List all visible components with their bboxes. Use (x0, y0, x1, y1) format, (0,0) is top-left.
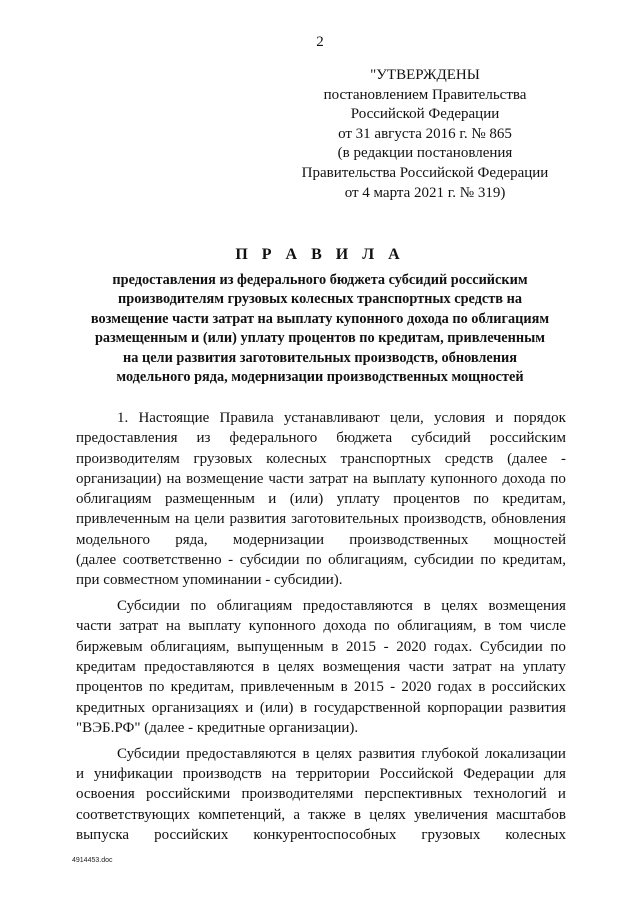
paragraph-line (76, 449, 566, 469)
word: российских (154, 826, 229, 843)
word: размещенным (164, 491, 255, 508)
paragraph-line: при совместном упоминании - субсидии). (76, 572, 343, 589)
paragraph-line (76, 408, 566, 428)
word: грузовых (421, 826, 481, 843)
word: годах. (433, 638, 473, 655)
word: освоения (76, 786, 135, 803)
word: затрат (452, 659, 492, 676)
word: колесных (266, 450, 327, 467)
word: масштабов (496, 806, 566, 823)
subtitle-line: модельного ряда, модернизации производственных мощностей (116, 369, 524, 386)
word: по (190, 598, 207, 615)
word: - (390, 679, 396, 696)
word: - (228, 552, 234, 569)
word: организации) (76, 470, 162, 487)
word: увеличения (414, 806, 488, 823)
word: обновления (491, 511, 566, 528)
word: (или) (259, 699, 294, 716)
word: федерального (229, 430, 318, 447)
word: целях (315, 745, 353, 762)
paragraph-line (76, 784, 566, 804)
word: по (550, 638, 566, 655)
word: по (550, 470, 566, 487)
word: российских (491, 679, 566, 696)
word: части (268, 470, 304, 487)
word: и (557, 786, 566, 803)
paragraph-line (76, 428, 566, 448)
word: колесных (505, 826, 566, 843)
word: кредитам, (170, 679, 235, 696)
word: целях (277, 659, 315, 676)
word: субсидии (414, 552, 474, 569)
paragraph-line (76, 616, 566, 636)
word: 2020 (401, 679, 432, 696)
word: предоставляются (302, 598, 413, 615)
word: по (306, 552, 322, 569)
word: производственных (349, 531, 469, 548)
word: Субсидии (117, 598, 180, 615)
word: затрат (119, 618, 159, 635)
word: на (174, 511, 190, 528)
word: цели, (389, 410, 424, 426)
word: мощностей (493, 531, 566, 548)
word: глубокой (421, 745, 479, 762)
word: в (423, 598, 431, 615)
word: перспективных (364, 786, 463, 803)
word: 2020 (396, 638, 427, 655)
word: 1. (117, 410, 129, 426)
word: субсидии (239, 552, 300, 569)
subtitle-line: размещенным и (или) уплату процентов по кредитам, привлеченным (94, 330, 546, 347)
word: уплату (522, 659, 566, 676)
word: возмещения (488, 598, 566, 615)
word: на (353, 470, 368, 487)
word: возмещение (186, 470, 264, 487)
subtitle-line: на цели развития заготовительных производств, обновления (123, 349, 517, 366)
word: из (196, 430, 211, 447)
word: производств, (403, 511, 487, 528)
word: заготовительных (291, 511, 399, 528)
word: на (166, 470, 182, 487)
word: на (271, 766, 287, 783)
subtitle-line: предоставления из федерального бюджета субсидий российским (112, 272, 528, 288)
word: возмещения (322, 659, 401, 676)
word: технологий (473, 786, 547, 803)
approval-line: постановлением Правительства (323, 86, 527, 103)
word: в (262, 659, 270, 676)
word: кредитам, (502, 491, 566, 508)
word: кредитных (76, 699, 146, 716)
word: дохода (502, 470, 546, 487)
word: унификации (93, 766, 173, 783)
word: предоставляются (186, 745, 297, 762)
word: процентов (393, 491, 460, 508)
word: а (293, 806, 301, 823)
word: затрат (308, 470, 349, 487)
approval-line: (в редакции постановления (337, 145, 513, 162)
word: по (473, 491, 489, 508)
word: транспортных (340, 450, 432, 467)
word: развития (229, 511, 287, 528)
paragraph-line: "ВЭБ.РФ" (далее - кредитные организации). (76, 719, 359, 736)
paragraph-line (76, 698, 566, 718)
word: государственной (313, 699, 421, 716)
paragraph (76, 596, 566, 738)
word: локализации (484, 745, 566, 762)
word: (далее (507, 450, 548, 467)
paragraph (76, 408, 566, 591)
approval-line: Российской Федерации (350, 106, 500, 123)
word: производителям (76, 450, 180, 467)
paragraph-line (76, 489, 566, 509)
word: привлеченным (240, 679, 335, 696)
approval-line: от 4 марта 2021 г. № 319) (344, 184, 506, 201)
word: кредитам, (502, 552, 566, 569)
word: в (340, 679, 348, 696)
document-title: П Р А В И Л А (235, 246, 405, 263)
word: на (499, 659, 515, 676)
word: бюджета (336, 430, 393, 447)
word: по (148, 679, 165, 696)
word: облигациям, (328, 552, 408, 569)
word: конкурентоспособных (253, 826, 397, 843)
paragraph (76, 744, 566, 845)
approval-line: от 31 августа 2016 г. № 865 (338, 125, 512, 142)
word: - (561, 450, 566, 467)
paragraph-line (76, 744, 566, 764)
word: целях (369, 806, 406, 823)
word: условия (434, 410, 486, 426)
word: (или) (289, 491, 324, 508)
paragraph-line (76, 764, 566, 784)
subtitle-line: производителям грузовых колесных транспортных средств на (118, 291, 522, 308)
word: для (543, 766, 566, 783)
approval-stamp (290, 66, 560, 203)
word: на (166, 618, 181, 635)
paragraph-line (76, 657, 566, 677)
word: в (478, 679, 486, 696)
word: производств (182, 766, 262, 783)
word: процентов (76, 679, 143, 696)
word: 2015 (345, 638, 376, 655)
word: кредитам (76, 659, 136, 676)
word: Субсидии (117, 745, 180, 762)
word: целях (441, 598, 478, 615)
word: части (76, 618, 112, 635)
word: развития (358, 745, 416, 762)
word: ряда, (175, 531, 208, 548)
word: выплату (188, 618, 242, 635)
approval-line: Правительства Российской Федерации (301, 164, 549, 181)
word: выпуска (76, 826, 130, 843)
word: облигациям, (397, 618, 477, 635)
word: Субсидии (479, 638, 543, 655)
word: развития (509, 699, 566, 716)
subtitle-line: возмещение части затрат на выплату купонного дохода по облигациям (90, 310, 550, 327)
word: грузовых (193, 450, 253, 467)
word: в (331, 638, 339, 655)
word: купонного (430, 470, 498, 487)
paragraph-line (76, 550, 566, 570)
word: предоставляются (144, 659, 255, 676)
word: средств (444, 450, 494, 467)
word: и (245, 699, 254, 716)
word: годах (437, 679, 473, 696)
approval-line: "УТВЕРЖДЕНЫ (370, 67, 480, 83)
word: и (495, 410, 504, 426)
paragraph-line (76, 530, 566, 550)
word: - (383, 638, 389, 655)
word: Федерации (463, 766, 535, 783)
word: числе (529, 618, 566, 635)
word: территории (296, 766, 370, 783)
word: облигациям (76, 491, 152, 508)
word: также (308, 806, 346, 823)
document-subtitle (60, 271, 580, 387)
paragraph-line (76, 805, 566, 825)
word: биржевым (76, 638, 143, 655)
word: модернизации (232, 531, 324, 548)
paragraph-line (76, 509, 566, 529)
word: привлеченным (76, 511, 171, 528)
footer-file-name: 4914453.doc (72, 857, 113, 864)
word: дохода (323, 618, 367, 635)
word: 2015 (353, 679, 384, 696)
word: выпущенным (237, 638, 324, 655)
word: (далее (76, 552, 117, 569)
word: в (302, 745, 310, 762)
paragraph-line (76, 677, 566, 697)
word: выплату (372, 470, 426, 487)
word: и (76, 766, 85, 783)
word: российскими (146, 786, 231, 803)
word: соответствующих (76, 806, 190, 823)
word: том (498, 618, 522, 635)
word: производителями (241, 786, 354, 803)
word: в (484, 618, 492, 635)
word: компетенций, (198, 806, 286, 823)
word: цели (194, 511, 225, 528)
word: части (408, 659, 444, 676)
word: порядок (513, 410, 566, 426)
word: облигациям, (150, 638, 230, 655)
paragraph-line (76, 637, 566, 657)
word: корпорации (427, 699, 503, 716)
word: Настоящие (138, 410, 210, 426)
word: и (268, 491, 277, 508)
word: соответственно (122, 552, 222, 569)
word: предоставления (76, 430, 178, 447)
word: уплату (336, 491, 380, 508)
word: в (300, 699, 308, 716)
page-number: 2 (316, 34, 324, 50)
word: облигациям (216, 598, 293, 615)
word: в (353, 806, 362, 823)
word: купонного (248, 618, 316, 635)
document-body (76, 408, 566, 851)
paragraph-line (76, 596, 566, 616)
word: российским (489, 430, 566, 447)
word: Российской (379, 766, 454, 783)
paragraph-line (76, 825, 566, 845)
paragraph-line (76, 469, 566, 489)
word: организациях (151, 699, 239, 716)
word: по (374, 618, 390, 635)
word: устанавливают (283, 410, 380, 426)
word: модельного (76, 531, 150, 548)
word: по (480, 552, 496, 569)
word: Правила (219, 410, 274, 426)
word: субсидий (411, 430, 471, 447)
